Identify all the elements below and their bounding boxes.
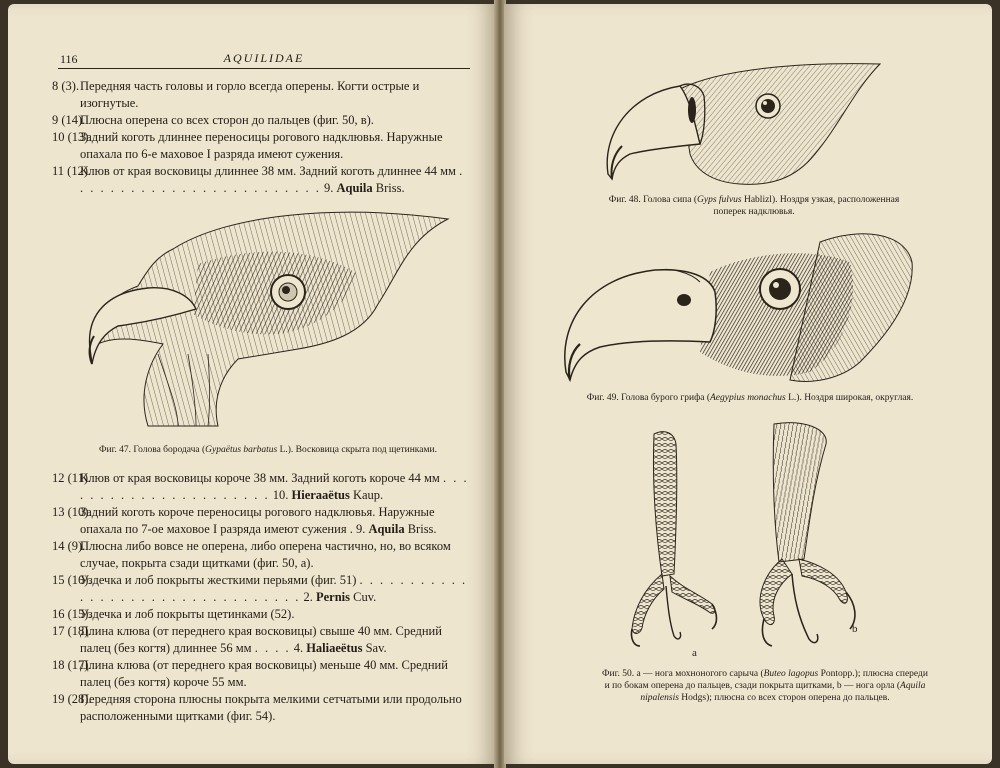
caption-text: Фиг. 50. а — нога мохноногого сарыча ( bbox=[602, 669, 764, 679]
entry-text: Клюв от края восковицы короче 38 мм. Задний коготь короче 44 мм bbox=[80, 471, 440, 485]
caption-text: Hodgs); плюсна со всех сторон оперена до пальцев. bbox=[678, 693, 890, 703]
caption-text: Фиг. 48. Голова сипа ( bbox=[608, 195, 698, 205]
page-number: 116 bbox=[60, 52, 78, 66]
entry-number: 16 (15). bbox=[52, 607, 92, 621]
key-entry bbox=[52, 657, 472, 691]
key-entry bbox=[52, 78, 472, 112]
key-entry bbox=[52, 470, 472, 504]
leader-dots: . . . . . . . . . . . . . . . . . . . . . . . . . . . . . . . . . bbox=[80, 573, 468, 604]
key-entry bbox=[52, 129, 472, 163]
figure-49-illustration bbox=[560, 222, 920, 387]
caption-species: Aquila nipalensis bbox=[640, 681, 926, 703]
leader-dots: . . . . . . . . . . . . . . . . . . . . . . bbox=[80, 471, 469, 502]
caption-species: Buteo lagopus bbox=[763, 669, 819, 679]
key-entry bbox=[52, 572, 472, 606]
result-author: Sav. bbox=[365, 641, 387, 655]
leader-dots: . . . . bbox=[254, 641, 291, 655]
left-page bbox=[8, 4, 496, 764]
right-page bbox=[504, 4, 992, 764]
result-number: 4. bbox=[293, 641, 304, 655]
caption-species: Gyps fulvus bbox=[697, 195, 742, 205]
key-entry bbox=[52, 504, 472, 538]
entry-number: 15 (16). bbox=[52, 573, 92, 587]
figure-50-label-b: b bbox=[852, 623, 858, 635]
entry-number: 19 (28). bbox=[52, 692, 92, 706]
running-title: AQUILIDAE bbox=[223, 51, 305, 65]
figure-50-illustration bbox=[614, 424, 874, 664]
entry-text: Плюсна либо вовсе не оперена, либо оперена частично, но, во всяком случае, покрыта сзади щитками (фиг. 50, а). bbox=[80, 539, 451, 570]
caption-text: L.). Ноздря широкая, округлая. bbox=[785, 393, 914, 403]
figure-47-illustration bbox=[78, 204, 458, 429]
result-number: 9. bbox=[324, 181, 334, 195]
entry-text: Передняя часть головы и горло всегда оперены. Когти острые и изогнутые. bbox=[80, 79, 420, 110]
result-author: Briss. bbox=[375, 181, 405, 195]
figure-47-caption bbox=[68, 444, 468, 456]
entry-number: 13 (10). bbox=[52, 505, 92, 519]
figure-50-caption bbox=[600, 668, 930, 704]
caption-species: Gypaëtus barbatus bbox=[205, 445, 278, 455]
entry-number: 8 (3). bbox=[52, 79, 80, 93]
caption-species: Aegypius monachus bbox=[710, 393, 786, 403]
key-entry bbox=[52, 538, 472, 572]
entry-text: Уздечка и лоб покрыты жесткими перьями (фиг. 51) bbox=[80, 573, 357, 587]
entry-number: 14 (9). bbox=[52, 539, 86, 553]
entry-number: 17 (18). bbox=[52, 624, 92, 638]
key-entries-bottom bbox=[52, 470, 472, 725]
caption-text: Pontopp.); плюсна спереди и по бокам оперена до пальцев, сзади покрыта щитками, b — нога орла ( bbox=[604, 669, 928, 691]
entry-number: 12 (11). bbox=[52, 471, 92, 485]
figure-50-label-a: a bbox=[692, 647, 697, 659]
entry-text: Передняя сторона плюсны покрыта мелкими сетчатыми или продольно расположенными щитками (фиг. 54). bbox=[80, 692, 462, 723]
figure-48-illustration bbox=[600, 54, 890, 189]
entry-text: Клюв от края восковицы длиннее 38 мм. Задний коготь длиннее 44 мм bbox=[80, 164, 456, 178]
leader-dots: . bbox=[349, 522, 353, 536]
caption-text: Фиг. 47. Голова бородача ( bbox=[99, 445, 206, 455]
key-entry bbox=[52, 112, 472, 129]
key-entry bbox=[52, 163, 472, 197]
entry-text: Задний коготь короче переносицы рогового надклювья. Наружные опахала по 7-ое маховое I разряда имеют сужения bbox=[80, 505, 435, 536]
entry-number: 9 (14). bbox=[52, 113, 86, 127]
key-entry bbox=[52, 623, 472, 657]
key-entries-top bbox=[52, 78, 472, 197]
caption-text: L.). Восковица скрыта под щетинками. bbox=[277, 445, 437, 455]
result-number: 2. bbox=[303, 590, 313, 604]
result-author: Cuv. bbox=[353, 590, 377, 604]
entry-text: Задний коготь длиннее переносицы рогового надклювья. Наружные опахала по 6-е маховое I разряда имеют сужения. bbox=[80, 130, 443, 161]
entry-text: Длина клюва (от переднего края восковицы) свыше 40 мм. Средний палец (без когтя) длиннее 56 мм bbox=[80, 624, 442, 655]
entry-number: 11 (12). bbox=[52, 164, 92, 178]
entry-number: 18 (17). bbox=[52, 658, 92, 672]
result-genus: Pernis bbox=[316, 590, 351, 604]
entry-text: Длина клюва (от переднего края восковицы) меньше 40 мм. Средний палец (без когтя) короче 55 мм. bbox=[80, 658, 448, 689]
entry-text: Плюсна оперена со всех сторон до пальцев (фиг. 50, в). bbox=[80, 113, 374, 127]
figure-48-caption bbox=[594, 194, 914, 218]
entry-number: 10 (13). bbox=[52, 130, 92, 144]
result-number: 10. bbox=[272, 488, 289, 502]
result-genus: Aquila bbox=[368, 522, 405, 536]
result-genus: Haliaeëtus bbox=[306, 641, 363, 655]
result-number: 9. bbox=[355, 522, 366, 536]
figure-49-caption bbox=[560, 392, 940, 404]
result-author: Kaup. bbox=[352, 488, 384, 502]
running-head bbox=[58, 48, 470, 69]
key-entry bbox=[52, 606, 472, 623]
result-genus: Aquila bbox=[336, 181, 373, 195]
caption-text: Hablizl). Ноздря узкая, расположенная поперек надклювья. bbox=[713, 195, 900, 217]
result-author: Briss. bbox=[407, 522, 437, 536]
leader-dots: . . . . . . . . . . . . . . . . . . . . . . . . . bbox=[80, 164, 465, 195]
key-entry bbox=[52, 691, 472, 725]
caption-text: Фиг. 49. Голова бурого грифа ( bbox=[586, 393, 710, 403]
result-genus: Hieraaëtus bbox=[291, 488, 350, 502]
entry-text: Уздечка и лоб покрыты щетинками (52). bbox=[80, 607, 295, 621]
